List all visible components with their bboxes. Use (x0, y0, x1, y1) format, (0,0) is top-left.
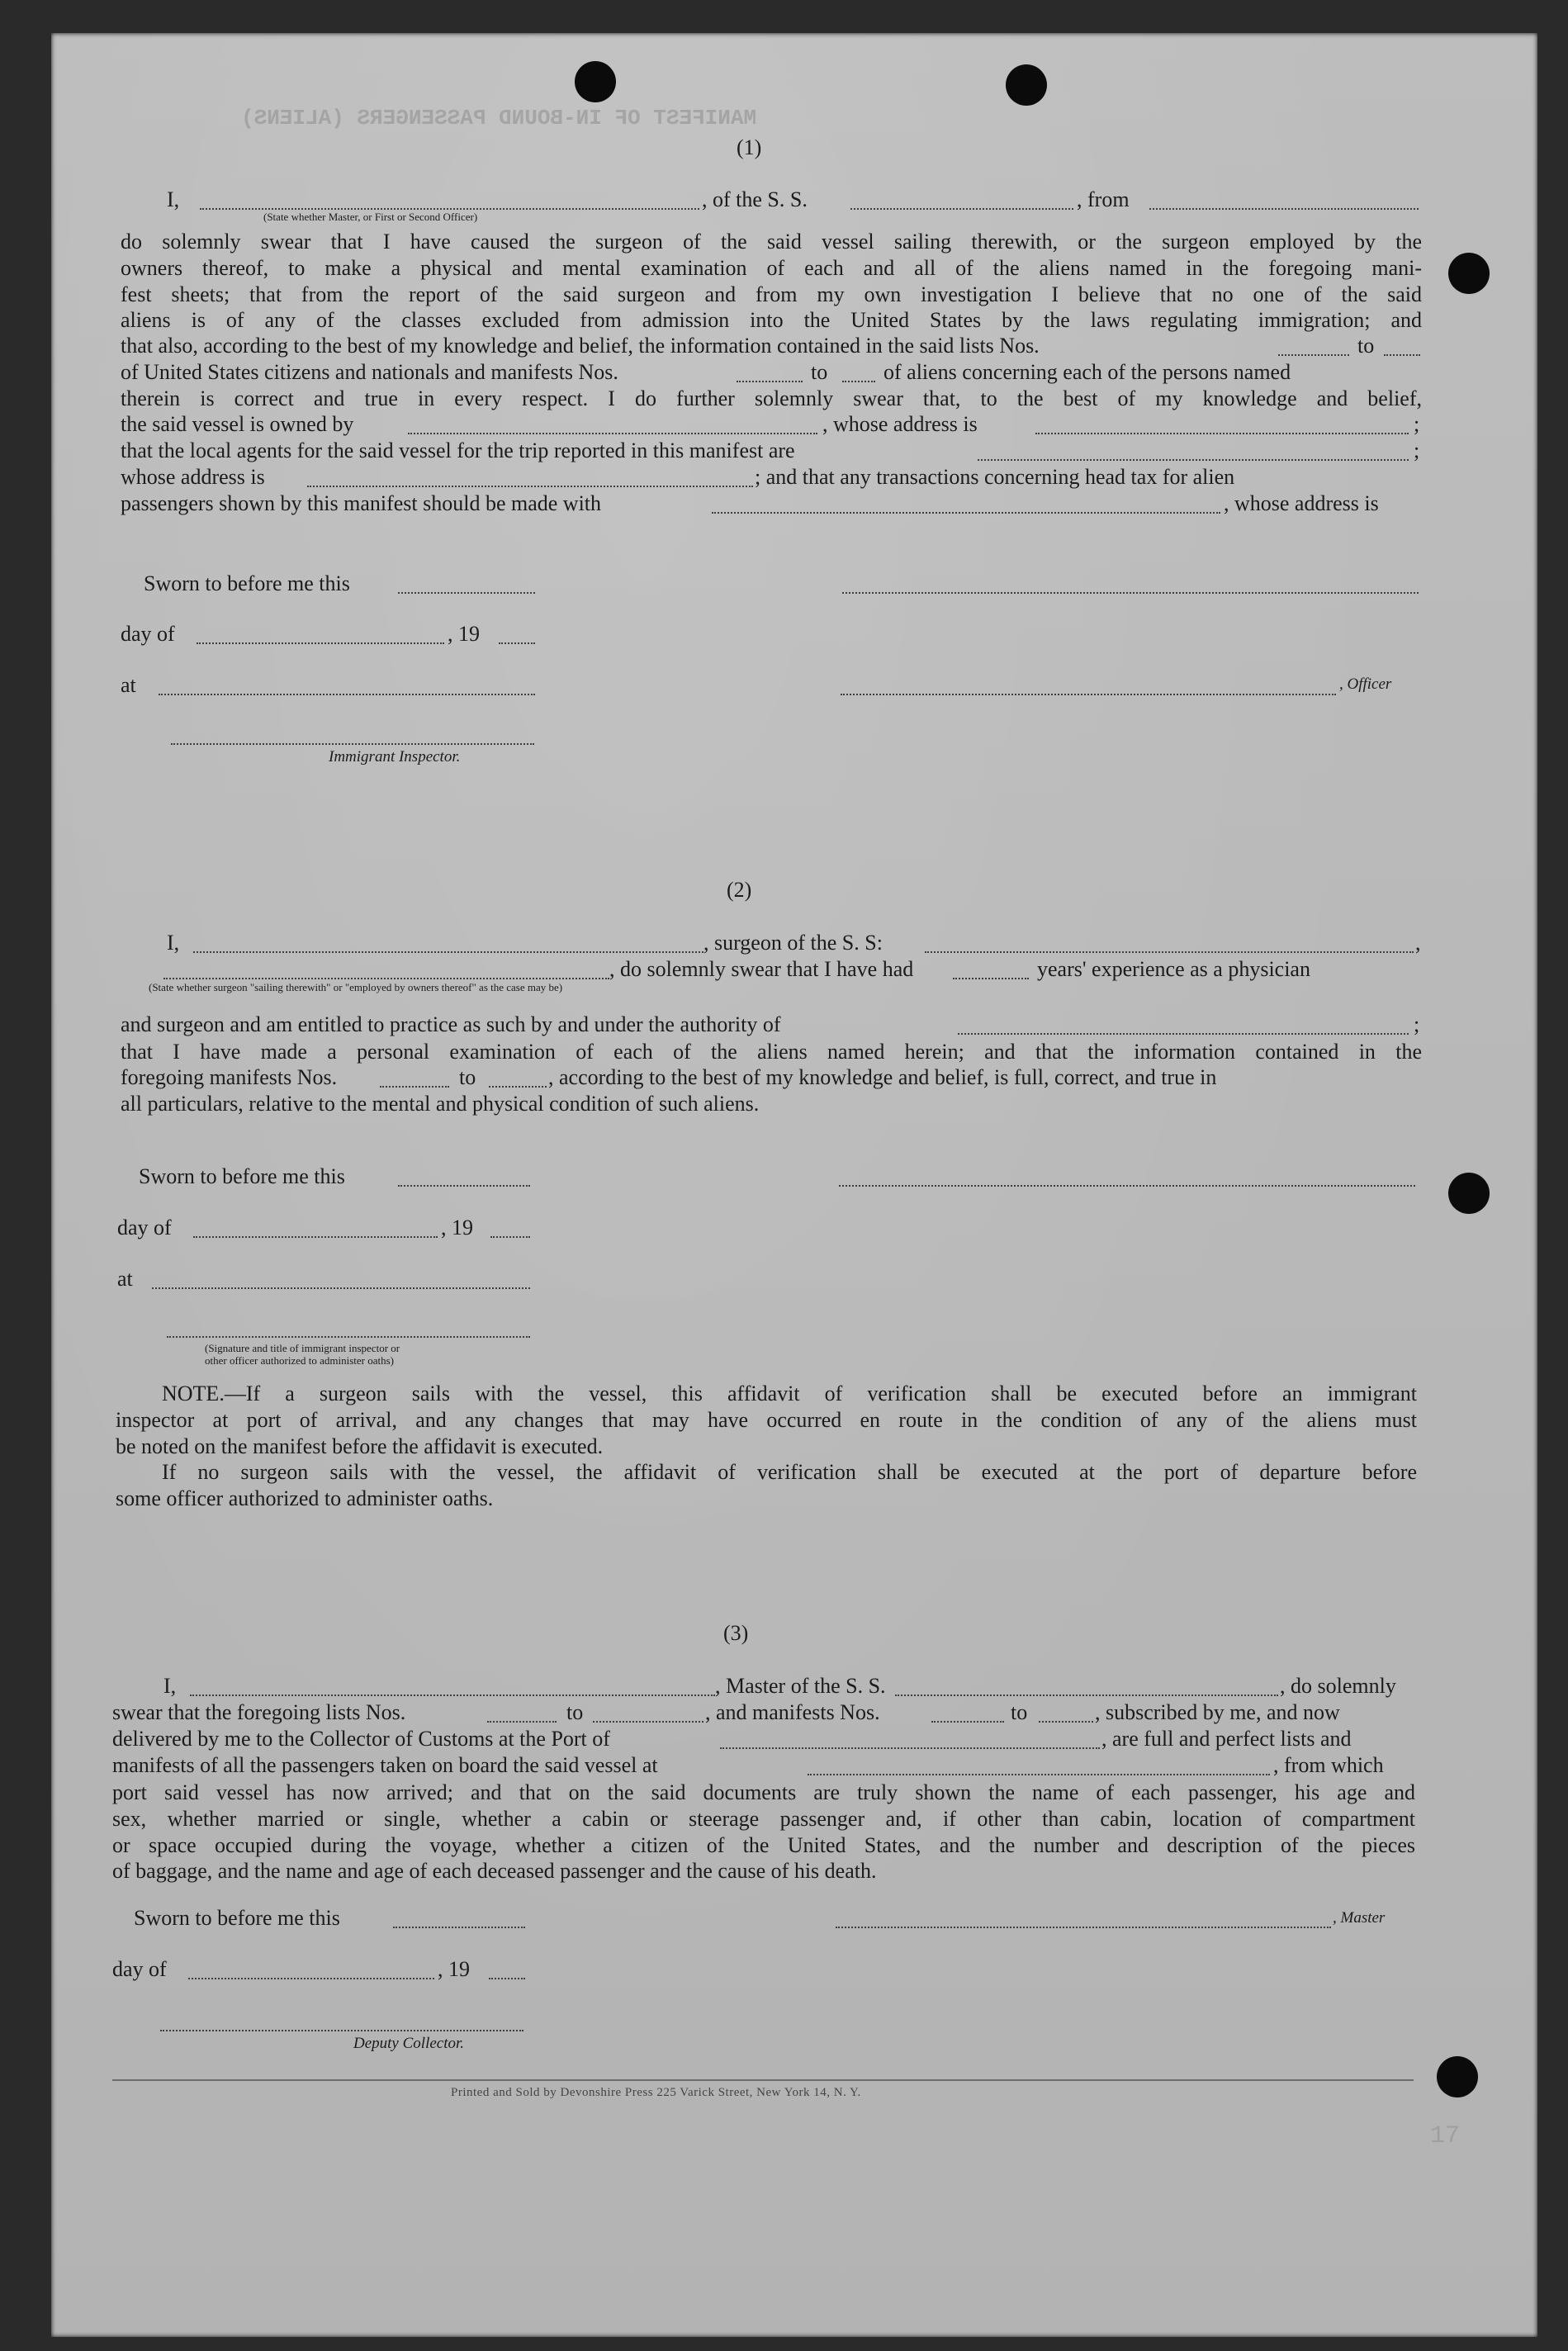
master-manifests-from-field[interactable] (931, 1721, 1004, 1723)
semicolon: ; (1414, 1012, 1420, 1036)
subscribed-text: , subscribed by me, and now (1095, 1700, 1340, 1724)
local-agents-text: that the local agents for the said vessel for the trip reported in this manifest are (121, 438, 795, 462)
embarkation-port-field[interactable] (808, 1774, 1270, 1775)
owner-address-field[interactable] (1035, 433, 1409, 434)
head-tax-contact-text: passengers shown by this manifest should be made with (121, 491, 602, 515)
year-label: , 19 (441, 1216, 473, 1239)
from-port-field[interactable] (1149, 208, 1419, 210)
local-agents-field[interactable] (978, 459, 1409, 461)
manifests-all-text: manifests of all the passengers taken on board the said vessel at (112, 1753, 658, 1777)
bleed-through-number: 17 (1430, 2122, 1461, 2150)
section-2-i: I, (167, 931, 180, 955)
whose-address-label: , whose address is (1224, 491, 1379, 515)
lists-nos-to-field[interactable] (1384, 354, 1420, 356)
at-label: at (117, 1267, 133, 1291)
punch-hole (1437, 2056, 1478, 2097)
do-swear-text: , do solemnly swear that I have had (609, 957, 914, 981)
sworn-date-field[interactable] (393, 1927, 525, 1928)
surgeon-vessel-field[interactable] (925, 951, 1414, 953)
owner-field[interactable] (408, 433, 817, 434)
delivered-text: delivered by me to the Collector of Customs at the Port of (112, 1727, 610, 1751)
of-the-ss-label: , of the S. S. (702, 187, 808, 211)
lists-nos-text: that also, according to the best of my knowledge and belief, the information contained in the said lists Nos. (121, 334, 1040, 358)
section-1-body-line7: therein is correct and true in every respect. I do further solemnly swear that, to the best of my knowledge and belief, (121, 386, 1422, 410)
head-tax-text: ; and that any transactions concerning head tax for alien (755, 465, 1235, 489)
sworn-date-field[interactable] (398, 1185, 530, 1187)
punch-hole (1006, 64, 1047, 106)
owned-by-text: the said vessel is owned by (121, 412, 354, 436)
surgeon-caption: (State whether surgeon "sailing therewith" or "employed by owners thereof" as the case may be) (149, 981, 563, 993)
comma: , (1415, 931, 1421, 955)
all-particulars-text: all particulars, relative to the mental and physical condition of such aliens. (121, 1092, 760, 1116)
master-lists-to-field[interactable] (593, 1721, 703, 1723)
printer-imprint: Printed and Sold by Devonshire Press 225 Varick Street, New York 14, N. Y. (451, 2086, 861, 2099)
swear-lists-text: swear that the foregoing lists Nos. (112, 1700, 406, 1724)
day-of-label: day of (112, 1957, 167, 1981)
customs-port-field[interactable] (720, 1747, 1100, 1749)
section-1-i: I, (167, 187, 180, 211)
surgeon-signature-field[interactable] (839, 1185, 1415, 1187)
footer-rule (112, 2079, 1414, 2081)
signature-caption: (Signature and title of immigrant inspector or (205, 1342, 400, 1354)
full-correct-text: , according to the best of my knowledge and belief, is full, correct, and true in (548, 1065, 1217, 1089)
surgeon-status-field[interactable] (163, 978, 609, 979)
day-of-label: day of (121, 622, 175, 646)
at-field[interactable] (152, 1287, 530, 1289)
manifest-back-page (51, 33, 1537, 2337)
of-aliens-text: of aliens concerning each of the persons named (883, 360, 1291, 384)
sworn-label: Sworn to before me this (139, 1164, 345, 1188)
officer-name-field[interactable] (200, 208, 699, 210)
semicolon: ; (1414, 412, 1420, 436)
year-label: , 19 (438, 1957, 470, 1981)
from-label: , from (1077, 187, 1130, 211)
agents-address-field[interactable] (307, 486, 753, 487)
years-text: years' experience as a physician (1037, 957, 1310, 981)
master-of-label: , Master of the S. S. (715, 1674, 886, 1698)
officer-caption: (State whether Master, or First or Second Officer) (263, 211, 478, 223)
section-1-body: do solemnly swear that I have caused the surgeon of the said vessel sailing therewith, or the surgeon employed by the owners thereof, to make a physical and mental examination of each and all of the aliens named in the foregoing mani- fest sheets; that from the report of the said surgeon and from my own investigation I believe that no one of the said aliens is of any of the classes excluded from admission into the United States by the laws regulating immigration; and (121, 230, 1422, 333)
year-field[interactable] (489, 1978, 525, 1979)
whose-address-label: , whose address is (822, 412, 978, 436)
section-2-exam-line: that I have made a personal examination of each of the aliens named herein; and that the information contained in the (121, 1040, 1422, 1064)
year-field[interactable] (499, 642, 535, 644)
day-of-field[interactable] (197, 642, 444, 644)
punch-hole (575, 61, 616, 102)
surgeon-of-label: , surgeon of the S. S: (703, 931, 883, 955)
immigrant-inspector-caption: Immigrant Inspector. (329, 748, 461, 765)
deputy-collector-signature-field[interactable] (160, 2030, 523, 2031)
at-label: at (121, 673, 136, 697)
to-label: to (459, 1065, 476, 1089)
deputy-collector-caption: Deputy Collector. (353, 2035, 465, 2052)
surgeon-name-field[interactable] (193, 951, 703, 953)
agents-address-label: whose address is (121, 465, 265, 489)
year-label: , 19 (448, 622, 480, 646)
punch-hole (1448, 1173, 1490, 1214)
manifests-nos-to-field[interactable] (842, 381, 875, 382)
master-manifests-to-field[interactable] (1039, 1721, 1093, 1723)
administering-officer-signature-field[interactable] (167, 1336, 530, 1338)
day-of-field[interactable] (188, 1978, 434, 1979)
note-paragraph: NOTE.—If a surgeon sails with the vessel, this affidavit of verification shall be executed before an immigrant inspector at port of arrival, and any changes that may have occurred en route in the condition of any of the aliens must be noted on the manifest before the affidavit is executed. If no surgeon sails with the vessel, the affidavit of verification shall be executed at the port of departure before some officer authorized to administer oaths. (116, 1382, 1417, 1511)
vessel-name-field[interactable] (850, 208, 1073, 210)
officer-title-field[interactable] (841, 694, 1336, 695)
sworn-label: Sworn to before me this (134, 1906, 340, 1930)
surgeon-manifests-from-field[interactable] (380, 1086, 449, 1088)
officer-signature-field[interactable] (842, 592, 1419, 594)
lists-nos-from-field[interactable] (1278, 354, 1349, 356)
sworn-date-field[interactable] (398, 592, 535, 594)
bleed-through-title: MANIFEST OF IN-BOUND PASSENGERS (ALIENS) (241, 106, 757, 130)
years-field[interactable] (953, 978, 1029, 979)
semicolon: ; (1414, 438, 1420, 462)
section-1-number: (1) (737, 135, 762, 159)
full-perfect-text: , are full and perfect lists and (1101, 1727, 1352, 1751)
master-name-field[interactable] (190, 1695, 715, 1696)
inspector-signature-field[interactable] (171, 743, 534, 745)
officer-caption: , Officer (1339, 675, 1392, 693)
master-lists-from-field[interactable] (487, 1721, 557, 1723)
do-solemnly-label: , do solemnly (1280, 1674, 1396, 1698)
at-field[interactable] (159, 694, 535, 695)
to-label: to (811, 360, 828, 384)
section-3-body: port said vessel has now arrived; and that on the said documents are truly shown the name of each passenger, his age and sex, whether married or single, whether a cabin or steerage passenger and, if other than cabin, location of compartment or space occupied during the voyage, whether a citizen of the United States, and the number and description of the pieces of baggage, and the name and age of each deceased passenger and the cause of his death. (112, 1780, 1415, 1884)
signature-caption: other officer authorized to administer oaths) (205, 1354, 394, 1367)
day-of-field[interactable] (193, 1236, 438, 1238)
section-2-number: (2) (727, 878, 752, 902)
to-label: to (1011, 1700, 1028, 1724)
authority-field[interactable] (958, 1033, 1409, 1035)
master-caption: , Master (1333, 1909, 1386, 1927)
punch-hole (1448, 253, 1490, 294)
manifests-nos-from-field[interactable] (737, 381, 803, 382)
sworn-label: Sworn to before me this (144, 571, 350, 595)
to-label: to (1357, 334, 1375, 358)
year-field[interactable] (490, 1236, 530, 1238)
head-tax-contact-field[interactable] (712, 512, 1220, 514)
and-manifests-text: , and manifests Nos. (705, 1700, 880, 1724)
master-vessel-field[interactable] (895, 1695, 1278, 1696)
authority-text: and surgeon and am entitled to practice as such by and under the authority of (121, 1012, 781, 1036)
foregoing-manifests-text: foregoing manifests Nos. (121, 1065, 338, 1089)
surgeon-manifests-to-field[interactable] (489, 1086, 547, 1088)
manifests-nos-text: of United States citizens and nationals and manifests Nos. (121, 360, 618, 384)
master-signature-field[interactable] (836, 1927, 1331, 1928)
section-3-number: (3) (723, 1621, 749, 1645)
to-label: to (566, 1700, 584, 1724)
from-which-text: , from which (1273, 1753, 1384, 1777)
day-of-label: day of (117, 1216, 172, 1239)
section-3-i: I, (163, 1674, 177, 1698)
